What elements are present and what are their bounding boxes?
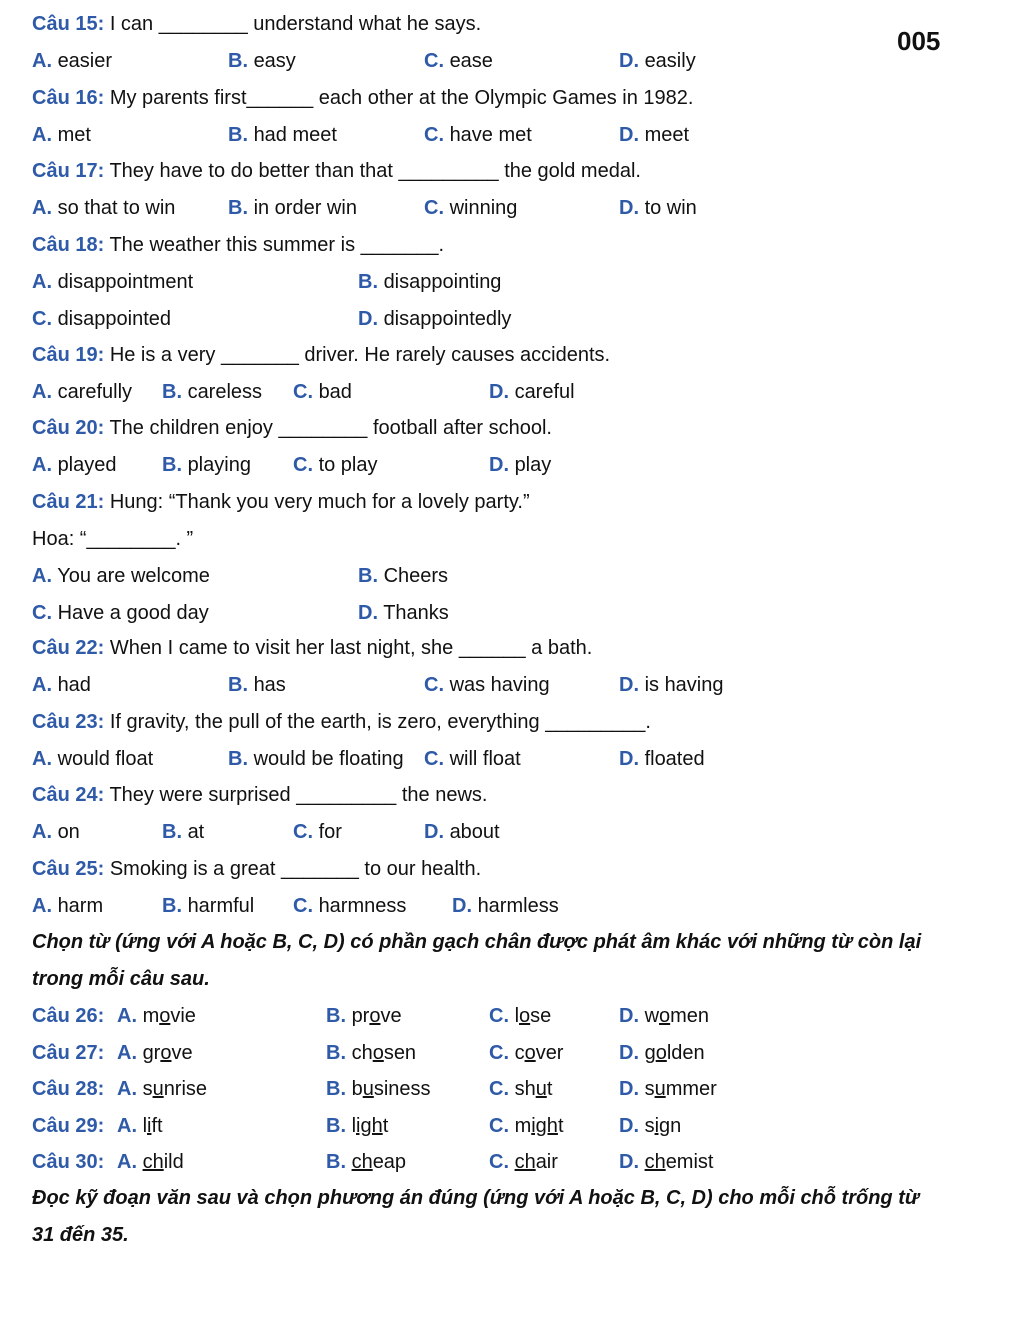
answer-option[interactable] xyxy=(489,1148,558,1176)
underlined-part: u xyxy=(362,1078,374,1100)
answer-option[interactable] xyxy=(32,268,193,296)
option-letter: B. xyxy=(162,821,182,843)
question-text: The weather this summer is _______. xyxy=(109,234,445,256)
option-letter: D. xyxy=(619,1114,639,1137)
answer-option[interactable] xyxy=(32,745,153,773)
option-letter: A. xyxy=(32,748,52,770)
answer-option[interactable] xyxy=(32,451,117,479)
option-text: played xyxy=(57,454,117,476)
option-letter: D. xyxy=(424,821,444,843)
answer-option[interactable] xyxy=(228,47,296,75)
word-part: m xyxy=(142,1005,160,1027)
question-number: Câu 24: xyxy=(32,784,105,806)
option-letter: A. xyxy=(32,674,52,696)
option-text: met xyxy=(57,124,91,146)
answer-option[interactable] xyxy=(489,1075,552,1103)
option-letter: D. xyxy=(619,1151,639,1173)
option-text: bad xyxy=(318,381,352,403)
word-part: w xyxy=(644,1005,660,1027)
option-letter: A. xyxy=(32,271,52,293)
word-part: s xyxy=(142,1078,153,1100)
word-part: siness xyxy=(373,1078,431,1100)
question-number: Câu 29: xyxy=(32,1114,105,1137)
option-letter: B. xyxy=(326,1151,346,1173)
option-letter: C. xyxy=(293,821,313,843)
answer-option[interactable] xyxy=(32,671,91,699)
option-letter: B. xyxy=(326,1078,346,1100)
question-stem xyxy=(32,414,552,442)
question-stem xyxy=(32,781,487,809)
option-text: will float xyxy=(449,748,521,770)
answer-option[interactable] xyxy=(489,1039,563,1067)
option-letter: C. xyxy=(293,454,313,476)
option-letter: C. xyxy=(489,1151,509,1173)
option-letter: D. xyxy=(489,381,509,403)
answer-option[interactable] xyxy=(162,818,204,846)
option-text: Thanks xyxy=(383,602,449,624)
answer-option[interactable] xyxy=(293,818,342,846)
option-text: so that to win xyxy=(57,197,176,219)
option-letter: A. xyxy=(32,197,52,219)
question-text: If gravity, the pull of the earth, is zero, everything _________. xyxy=(109,711,651,733)
option-letter: C. xyxy=(424,50,444,72)
question-number: Câu 30: xyxy=(32,1151,105,1173)
option-letter: D. xyxy=(358,308,378,330)
question-stem xyxy=(32,488,530,516)
option-text: disappointment xyxy=(57,271,194,293)
answer-option[interactable] xyxy=(358,268,501,296)
option-letter: D. xyxy=(358,602,378,624)
option-letter: C. xyxy=(489,1041,509,1064)
answer-option[interactable] xyxy=(619,1039,705,1067)
answer-option[interactable] xyxy=(326,1112,388,1140)
question-number: Câu 20: xyxy=(32,417,105,439)
option-letter: D. xyxy=(489,454,509,476)
word-part: se xyxy=(530,1005,552,1027)
underlined-part: o xyxy=(659,1005,671,1027)
section-instruction-cont: trong mỗi câu sau. xyxy=(32,968,210,990)
option-text: disappointing xyxy=(383,271,502,293)
question-number: Câu 18: xyxy=(32,234,105,256)
question-number: Câu 17: xyxy=(32,160,105,182)
question-stem xyxy=(32,84,693,112)
option-letter: A. xyxy=(117,1005,137,1027)
word-part: ve xyxy=(380,1005,402,1027)
word-part: nrise xyxy=(163,1078,208,1100)
answer-option[interactable] xyxy=(424,671,550,699)
option-letter: B. xyxy=(228,197,248,219)
word-part: ft xyxy=(151,1114,163,1137)
option-letter: A. xyxy=(32,821,52,843)
word-part: ver xyxy=(535,1041,564,1064)
underlined-part: ch xyxy=(644,1151,666,1173)
option-letter: D. xyxy=(619,50,639,72)
answer-option[interactable] xyxy=(619,1002,709,1030)
option-letter: C. xyxy=(489,1005,509,1027)
option-letter: B. xyxy=(162,895,182,917)
option-text: for xyxy=(318,821,342,843)
option-letter: C. xyxy=(424,674,444,696)
option-letter: C. xyxy=(424,197,444,219)
underlined-part: ig xyxy=(654,1114,671,1137)
option-letter: B. xyxy=(162,454,182,476)
answer-option[interactable] xyxy=(619,671,724,699)
option-letter: B. xyxy=(358,271,378,293)
answer-option[interactable] xyxy=(228,194,357,222)
answer-option[interactable] xyxy=(117,1002,196,1030)
answer-option[interactable] xyxy=(293,451,378,479)
option-text: playing xyxy=(187,454,251,476)
question-text: The children enjoy ________ football after school. xyxy=(109,417,552,439)
answer-option[interactable] xyxy=(424,121,532,149)
answer-option[interactable] xyxy=(358,599,449,627)
question-number: Câu 22: xyxy=(32,637,105,659)
question-text: My parents first______ each other at the Olympic Games in 1982. xyxy=(109,87,694,109)
option-text: ease xyxy=(449,50,493,72)
option-letter: C. xyxy=(489,1114,509,1137)
underlined-part: o xyxy=(655,1041,667,1064)
option-text: Have a good day xyxy=(57,602,209,624)
option-letter: B. xyxy=(228,50,248,72)
answer-option[interactable] xyxy=(293,378,352,406)
option-letter: B. xyxy=(326,1041,346,1064)
underlined-part: i xyxy=(147,1114,152,1137)
question-number: Câu 25: xyxy=(32,858,105,880)
answer-option[interactable] xyxy=(32,305,171,333)
option-letter: C. xyxy=(293,381,313,403)
option-text: would float xyxy=(57,748,154,770)
word-part: l xyxy=(142,1114,148,1137)
option-letter: B. xyxy=(326,1005,346,1027)
answer-option[interactable] xyxy=(619,47,696,75)
option-text: You are welcome xyxy=(57,565,210,587)
section-instruction: Đọc kỹ đoạn văn sau và chọn phương án đúng (ứng với A hoặc B, C, D) cho mỗi chỗ trống từ xyxy=(32,1187,920,1209)
option-text: on xyxy=(57,821,80,843)
answer-option[interactable] xyxy=(32,892,103,920)
option-letter: A. xyxy=(32,124,52,146)
question-text: Hung: “Thank you very much for a lovely party.” xyxy=(109,491,530,513)
question-text: They were surprised _________ the news. xyxy=(109,784,488,806)
answer-option[interactable] xyxy=(32,818,80,846)
option-letter: C. xyxy=(489,1078,509,1100)
option-text: to win xyxy=(644,197,697,219)
option-letter: B. xyxy=(358,565,378,587)
answer-option[interactable] xyxy=(489,1002,551,1030)
word-part: g xyxy=(644,1041,656,1064)
question-stem xyxy=(32,341,610,369)
answer-option[interactable] xyxy=(32,121,91,149)
answer-option[interactable] xyxy=(162,451,251,479)
option-letter: A. xyxy=(32,565,52,587)
answer-option[interactable] xyxy=(228,671,286,699)
answer-option[interactable] xyxy=(117,1075,207,1103)
option-letter: A. xyxy=(32,381,52,403)
option-text: had xyxy=(57,674,91,696)
option-letter: B. xyxy=(228,674,248,696)
section-instruction: Chọn từ (ứng với A hoặc B, C, D) có phần gạch chân được phát âm khác với những từ còn lại xyxy=(32,931,922,953)
underlined-part: o xyxy=(369,1005,381,1027)
word-part: ch xyxy=(351,1041,373,1064)
word-part: sh xyxy=(514,1078,536,1100)
word-part: ve xyxy=(171,1041,193,1064)
underlined-part: o xyxy=(524,1041,536,1064)
answer-option[interactable] xyxy=(489,378,575,406)
question-number: Câu 19: xyxy=(32,344,105,366)
answer-option[interactable] xyxy=(326,1039,416,1067)
underlined-part: ch xyxy=(142,1151,164,1173)
exam-code: 005 xyxy=(897,26,941,56)
question-number: Câu 15: xyxy=(32,13,105,35)
option-letter: D. xyxy=(619,674,639,696)
answer-option[interactable] xyxy=(489,451,551,479)
word-part: men xyxy=(670,1005,710,1027)
question-stem xyxy=(32,855,481,883)
option-text: easier xyxy=(57,50,113,72)
answer-option[interactable] xyxy=(32,378,132,406)
option-text: careless xyxy=(187,381,263,403)
option-letter: D. xyxy=(619,1041,639,1064)
answer-option[interactable] xyxy=(326,1002,402,1030)
word-part: s xyxy=(644,1078,655,1100)
answer-option[interactable] xyxy=(228,121,337,149)
word-part: c xyxy=(514,1041,525,1064)
underlined-part: o xyxy=(160,1041,172,1064)
answer-option[interactable] xyxy=(619,745,705,773)
option-text: easily xyxy=(644,50,696,72)
option-letter: B. xyxy=(162,381,182,403)
option-letter: D. xyxy=(619,197,639,219)
word-part: n xyxy=(670,1114,682,1137)
underlined-part: o xyxy=(372,1041,384,1064)
option-text: harmless xyxy=(477,895,559,917)
option-text: easy xyxy=(253,50,296,72)
answer-option[interactable] xyxy=(619,121,689,149)
option-text: harmful xyxy=(187,895,255,917)
word-part: l xyxy=(514,1005,520,1027)
question-stem xyxy=(32,634,592,662)
underlined-part: o xyxy=(519,1005,531,1027)
option-text: floated xyxy=(644,748,705,770)
option-letter: C. xyxy=(32,602,52,624)
answer-option[interactable] xyxy=(117,1039,193,1067)
underlined-part: ch xyxy=(351,1151,373,1173)
word-part: vie xyxy=(170,1005,196,1027)
word-part: ild xyxy=(163,1151,184,1173)
option-text: would be floating xyxy=(253,748,404,770)
underlined-part: u xyxy=(654,1078,666,1100)
option-text: about xyxy=(449,821,500,843)
option-text: meet xyxy=(644,124,690,146)
word-part: lden xyxy=(666,1041,705,1064)
underlined-part: u xyxy=(152,1078,164,1100)
option-letter: A. xyxy=(117,1041,137,1064)
word-part: m xyxy=(514,1114,532,1137)
answer-option[interactable] xyxy=(424,47,493,75)
option-letter: C. xyxy=(424,124,444,146)
option-letter: D. xyxy=(619,1078,639,1100)
underlined-part: ch xyxy=(514,1151,536,1173)
option-letter: C. xyxy=(32,308,52,330)
answer-option[interactable] xyxy=(293,892,406,920)
word-part: eap xyxy=(372,1151,407,1173)
option-text: harm xyxy=(57,895,104,917)
option-text: harmness xyxy=(318,895,407,917)
answer-option[interactable] xyxy=(32,47,112,75)
option-letter: A. xyxy=(32,454,52,476)
word-part: emist xyxy=(665,1151,714,1173)
option-text: at xyxy=(187,821,205,843)
word-part: air xyxy=(535,1151,558,1173)
option-text: carefully xyxy=(57,381,133,403)
option-text: in order win xyxy=(253,197,357,219)
option-text: has xyxy=(253,674,286,696)
answer-option[interactable] xyxy=(619,194,697,222)
option-text: careful xyxy=(514,381,575,403)
answer-option[interactable] xyxy=(619,1075,717,1103)
question-text: Smoking is a great _______ to our health. xyxy=(109,858,482,880)
question-text: He is a very _______ driver. He rarely causes accidents. xyxy=(109,344,611,366)
answer-option[interactable] xyxy=(117,1112,163,1140)
answer-option[interactable] xyxy=(162,378,262,406)
option-text: to play xyxy=(318,454,378,476)
option-letter: A. xyxy=(32,895,52,917)
option-letter: D. xyxy=(619,748,639,770)
option-text: was having xyxy=(449,674,550,696)
question-number: Câu 23: xyxy=(32,711,105,733)
option-text: winning xyxy=(449,197,518,219)
word-part: l xyxy=(351,1114,357,1137)
section-instruction-cont: 31 đến 35. xyxy=(32,1224,129,1246)
word-part: s xyxy=(644,1114,655,1137)
word-part: gr xyxy=(142,1041,161,1064)
option-text: had meet xyxy=(253,124,337,146)
question-number: Câu 16: xyxy=(32,87,105,109)
answer-option[interactable] xyxy=(326,1148,406,1176)
answer-option[interactable] xyxy=(117,1148,184,1176)
option-letter: A. xyxy=(117,1114,137,1137)
question-reply-line: Hoa: “________. ” xyxy=(32,528,194,550)
answer-option[interactable] xyxy=(452,892,559,920)
option-letter: A. xyxy=(32,50,52,72)
answer-option[interactable] xyxy=(162,892,254,920)
word-part: mmer xyxy=(665,1078,717,1100)
option-letter: B. xyxy=(326,1114,346,1137)
option-text: play xyxy=(514,454,552,476)
option-text: have met xyxy=(449,124,532,146)
question-stem xyxy=(32,10,481,38)
word-part: t xyxy=(382,1114,389,1137)
question-number: Câu 26: xyxy=(32,1005,105,1027)
question-text: They have to do better than that _________ the gold medal. xyxy=(109,160,641,182)
question-number: Câu 27: xyxy=(32,1041,105,1064)
option-letter: D. xyxy=(452,895,472,917)
option-text: disappointedly xyxy=(383,308,512,330)
option-text: is having xyxy=(644,674,724,696)
answer-option[interactable] xyxy=(619,1112,681,1140)
answer-option[interactable] xyxy=(424,194,517,222)
question-stem xyxy=(32,708,651,736)
answer-option[interactable] xyxy=(424,745,521,773)
question-stem xyxy=(32,231,444,259)
word-part: t xyxy=(557,1114,564,1137)
answer-option[interactable] xyxy=(32,562,210,590)
underlined-part: igh xyxy=(356,1114,383,1137)
option-text: disappointed xyxy=(57,308,171,330)
underlined-part: u xyxy=(535,1078,547,1100)
word-part: b xyxy=(351,1078,363,1100)
word-part: t xyxy=(546,1078,553,1100)
answer-option[interactable] xyxy=(228,745,404,773)
answer-option[interactable] xyxy=(424,818,500,846)
question-number: Câu 28: xyxy=(32,1078,105,1100)
question-text: I can ________ understand what he says. xyxy=(109,13,482,35)
option-letter: C. xyxy=(424,748,444,770)
underlined-part: igh xyxy=(531,1114,558,1137)
option-letter: C. xyxy=(293,895,313,917)
underlined-part: o xyxy=(159,1005,171,1027)
word-part: pr xyxy=(351,1005,370,1027)
option-letter: A. xyxy=(117,1151,137,1173)
answer-option[interactable] xyxy=(489,1112,564,1140)
word-part: sen xyxy=(383,1041,417,1064)
answer-option[interactable] xyxy=(32,599,209,627)
option-letter: D. xyxy=(619,124,639,146)
question-number: Câu 21: xyxy=(32,491,105,513)
option-text: Cheers xyxy=(383,565,449,587)
answer-option[interactable] xyxy=(326,1075,431,1103)
question-stem xyxy=(32,157,641,185)
option-letter: B. xyxy=(228,124,248,146)
option-letter: D. xyxy=(619,1005,639,1027)
option-letter: B. xyxy=(228,748,248,770)
question-text: When I came to visit her last night, she ______ a bath. xyxy=(109,637,593,659)
answer-option[interactable] xyxy=(32,194,175,222)
answer-option[interactable] xyxy=(619,1148,713,1176)
option-letter: A. xyxy=(117,1078,137,1100)
answer-option[interactable] xyxy=(358,305,511,333)
answer-option[interactable] xyxy=(358,562,448,590)
